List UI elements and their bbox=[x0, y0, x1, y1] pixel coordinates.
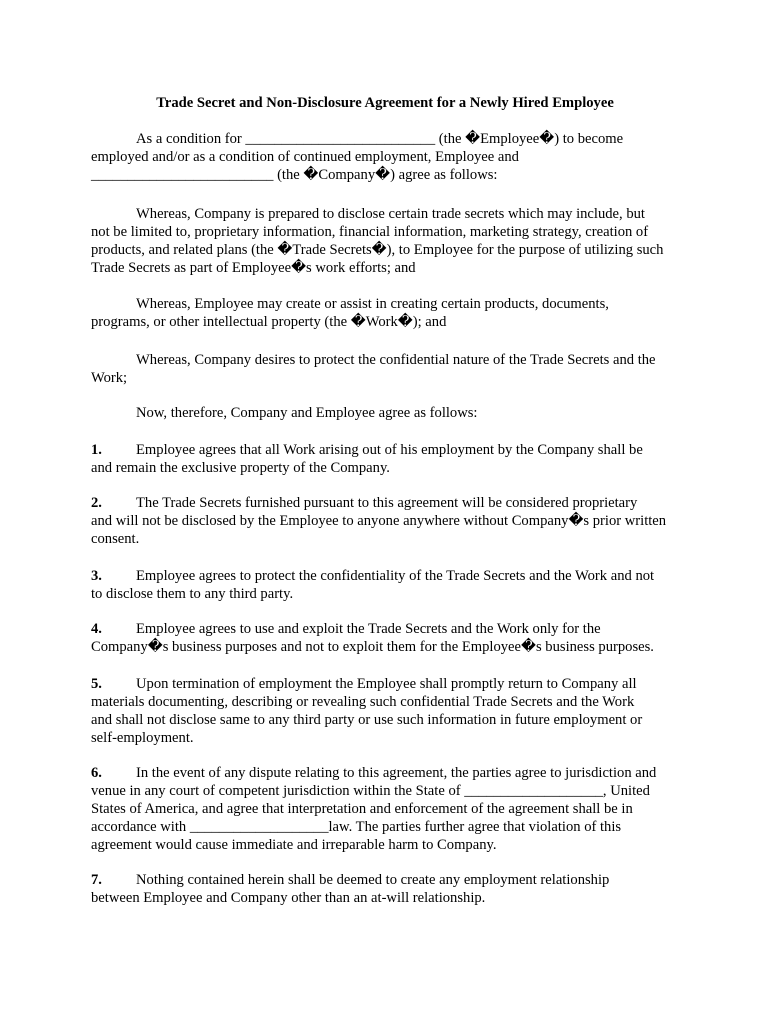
clause-6 bbox=[91, 764, 681, 854]
clause-line: Company�s business purposes and not to exploit them for the Employee�s business purposes. bbox=[91, 639, 654, 655]
clause-first-line bbox=[91, 620, 681, 638]
intro-line: _________________________ (the �Company�) agree as follows: bbox=[91, 167, 498, 183]
clause-number: 5. bbox=[91, 676, 102, 692]
clause-number: 7. bbox=[91, 872, 102, 888]
clause-1 bbox=[91, 441, 681, 477]
whereas-line: Whereas, Company is prepared to disclose certain trade secrets which may include, but bbox=[136, 206, 645, 222]
clause-first-line bbox=[91, 675, 681, 693]
whereas-line: not be limited to, proprietary information, financial information, marketing strategy, creation of bbox=[91, 224, 649, 240]
whereas-line: Trade Secrets as part of Employee�s work efforts; and bbox=[91, 260, 416, 276]
clause-line: self-employment. bbox=[91, 730, 194, 746]
intro-paragraph bbox=[91, 130, 681, 184]
clause-number: 6. bbox=[91, 765, 102, 781]
clause-line: and will not be disclosed by the Employee to anyone anywhere without Company�s prior written bbox=[91, 513, 667, 529]
clause-first-line bbox=[91, 494, 681, 512]
whereas-line: programs, or other intellectual property (the �Work�); and bbox=[91, 314, 447, 330]
now-therefore-paragraph bbox=[91, 404, 681, 422]
clause-text: Employee agrees to protect the confidentiality of the Trade Secrets and the Work and not bbox=[136, 568, 655, 584]
whereas-paragraph-3 bbox=[91, 351, 681, 387]
clause-line: agreement would cause immediate and irreparable harm to Company. bbox=[91, 837, 497, 853]
clause-first-line bbox=[91, 567, 681, 585]
whereas-paragraph-1 bbox=[91, 205, 681, 277]
clause-text: The Trade Secrets furnished pursuant to this agreement will be considered proprietary bbox=[136, 495, 638, 511]
clause-number: 2. bbox=[91, 495, 102, 511]
clause-first-line bbox=[91, 871, 681, 889]
intro-line: employed and/or as a condition of continued employment, Employee and bbox=[91, 149, 519, 165]
clause-first-line bbox=[91, 764, 681, 782]
clause-2 bbox=[91, 494, 681, 548]
clause-line: to disclose them to any third party. bbox=[91, 586, 294, 602]
whereas-line: Whereas, Company desires to protect the confidential nature of the Trade Secrets and the bbox=[136, 352, 656, 368]
whereas-line: Whereas, Employee may create or assist in creating certain products, documents, bbox=[136, 296, 609, 312]
whereas-paragraph-2 bbox=[91, 295, 681, 331]
clause-3 bbox=[91, 567, 681, 603]
clause-first-line bbox=[91, 441, 681, 459]
clause-5 bbox=[91, 675, 681, 747]
document-title: Trade Secret and Non-Disclosure Agreement for a Newly Hired Employee bbox=[156, 95, 614, 111]
clause-4 bbox=[91, 620, 681, 656]
clause-text: In the event of any dispute relating to this agreement, the parties agree to jurisdiction and bbox=[136, 765, 657, 781]
clause-text: Employee agrees to use and exploit the Trade Secrets and the Work only for the bbox=[136, 621, 601, 637]
clause-number: 4. bbox=[91, 621, 102, 637]
clause-line: and shall not disclose same to any third party or use such information in future employment or bbox=[91, 712, 643, 728]
clause-line: between Employee and Company other than an at-will relationship. bbox=[91, 890, 486, 906]
clause-line: venue in any court of competent jurisdiction within the State of ___________________, United bbox=[91, 783, 650, 799]
clause-line: consent. bbox=[91, 531, 140, 547]
clause-text: Upon termination of employment the Employee shall promptly return to Company all bbox=[136, 676, 637, 692]
clause-line: accordance with ___________________law. The parties further agree that violation of this bbox=[91, 819, 622, 835]
now-therefore-line: Now, therefore, Company and Employee agree as follows: bbox=[136, 405, 478, 421]
whereas-line: Work; bbox=[91, 370, 128, 386]
clause-number: 1. bbox=[91, 442, 102, 458]
clause-text: Nothing contained herein shall be deemed to create any employment relationship bbox=[136, 872, 610, 888]
clause-line: States of America, and agree that interpretation and enforcement of the agreement shall be in bbox=[91, 801, 633, 817]
clause-7 bbox=[91, 871, 681, 907]
clause-number: 3. bbox=[91, 568, 102, 584]
intro-line: As a condition for __________________________ (the �Employee�) to become bbox=[136, 131, 624, 147]
clause-line: materials documenting, describing or revealing such confidential Trade Secrets and the Work bbox=[91, 694, 635, 710]
clause-line: and remain the exclusive property of the Company. bbox=[91, 460, 390, 476]
whereas-line: products, and related plans (the �Trade Secrets�), to Employee for the purpose of utilizing such bbox=[91, 242, 664, 258]
clause-text: Employee agrees that all Work arising out of his employment by the Company shall be bbox=[136, 442, 643, 458]
